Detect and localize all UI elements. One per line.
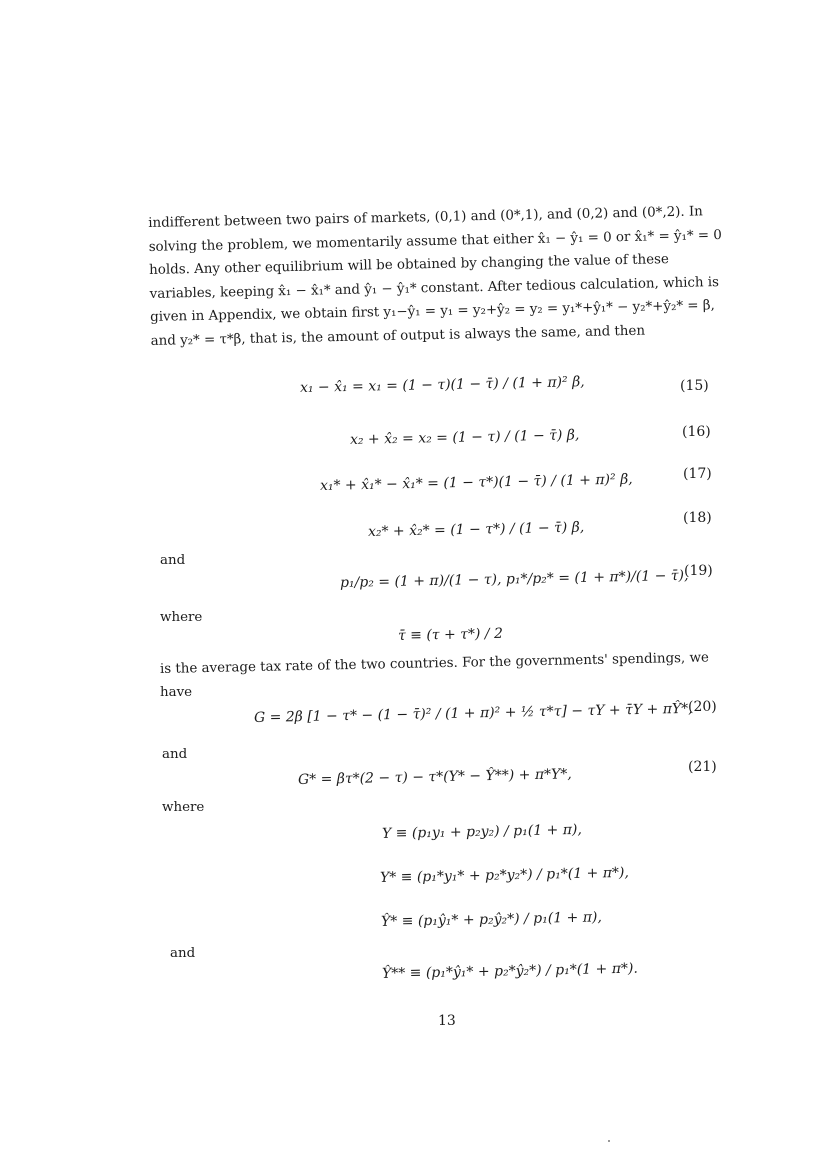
paragraph-line: and y₂* = τ*β, that is, the amount of output is always the same, and then <box>150 323 646 349</box>
equation-20: G = 2β [1 − τ* − (1 − τ̄)² / (1 + π)² + ½ τ*τ] − τY + τ̄Y + πŶ*, <box>253 700 693 726</box>
equation-17: x₁* + x̂₁* − x̂₁* = (1 − τ*)(1 − τ̄) / (1 + π)² β, <box>319 471 633 494</box>
definition-Y-hat-double-star: Ŷ** ≡ (p₁*ŷ₁* + p₂*ŷ₂*) / p₁*(1 + π*). <box>381 960 639 982</box>
text-line: have <box>160 685 193 700</box>
paragraph-line: given in Appendix, we obtain first y₁−ŷ₁ = y₁ = y₂+ŷ₂ = y₂ = y₁*+ŷ₁* − y₂*+ŷ₂* = β, <box>150 298 715 325</box>
equation-number: (21) <box>688 759 717 775</box>
equation-number: (19) <box>684 563 713 579</box>
scan-speck <box>608 1140 610 1142</box>
connective-word: where <box>162 800 205 815</box>
equation-18: x₂* + x̂₂* = (1 − τ*) / (1 − τ̄) β, <box>367 519 585 540</box>
equation-number: (20) <box>688 699 717 715</box>
text-line: is the average tax rate of the two countries. For the governments' spendings, we <box>159 650 710 677</box>
page-number: 13 <box>438 1013 456 1029</box>
paragraph-line: variables, keeping x̂₁ − x̂₁* and ŷ₁ − ŷ₁* constant. After tedious calculation, which is <box>149 274 720 302</box>
intro-paragraph <box>148 200 722 353</box>
equation-number: (16) <box>682 424 711 440</box>
connective-word: and <box>170 946 196 961</box>
paragraph-line: holds. Any other equilibrium will be obtained by changing the value of these <box>149 252 670 278</box>
connective-word: and <box>162 747 188 762</box>
equation-21: G* = βτ*(2 − τ) − τ*(Y* − Ŷ**) + π*Y*, <box>297 766 572 788</box>
equation-number: (18) <box>683 510 712 526</box>
equation-number: (17) <box>683 466 712 482</box>
definition-Y-star: Y* ≡ (p₁*y₁* + p₂*y₂*) / p₁*(1 + π*), <box>379 864 630 886</box>
equation-16: x₂ + x̂₂ = x₂ = (1 − τ) / (1 − τ̄) β, <box>349 427 580 448</box>
equation-number: (15) <box>680 378 709 394</box>
average-tax-definition: τ̄ ≡ (τ + τ*) / 2 <box>397 625 504 644</box>
connective-word: where <box>160 610 203 625</box>
definition-Y: Y ≡ (p₁y₁ + p₂y₂) / p₁(1 + π), <box>381 821 583 842</box>
equation-15: x₁ − x̂₁ = x₁ = (1 − τ)(1 − τ̄) / (1 + π)² β, <box>299 374 585 396</box>
paragraph-line: indifferent between two pairs of markets, (0,1) and (0*,1), and (0,2) and (0*,2). In <box>148 204 703 231</box>
definition-Y-hat-star: Ŷ* ≡ (p₁ŷ₁* + p₂ŷ₂*) / p₁(1 + π), <box>380 909 603 930</box>
paragraph-line: solving the problem, we momentarily assume that either x̂₁ − ŷ₁ = 0 or x̂₁* = ŷ₁* = 0 <box>148 227 722 255</box>
equation-19: p₁/p₂ = (1 + π)/(1 − τ), p₁*/p₂* = (1 + π*)/(1 − τ̄), <box>339 567 689 591</box>
connective-word: and <box>160 553 186 568</box>
